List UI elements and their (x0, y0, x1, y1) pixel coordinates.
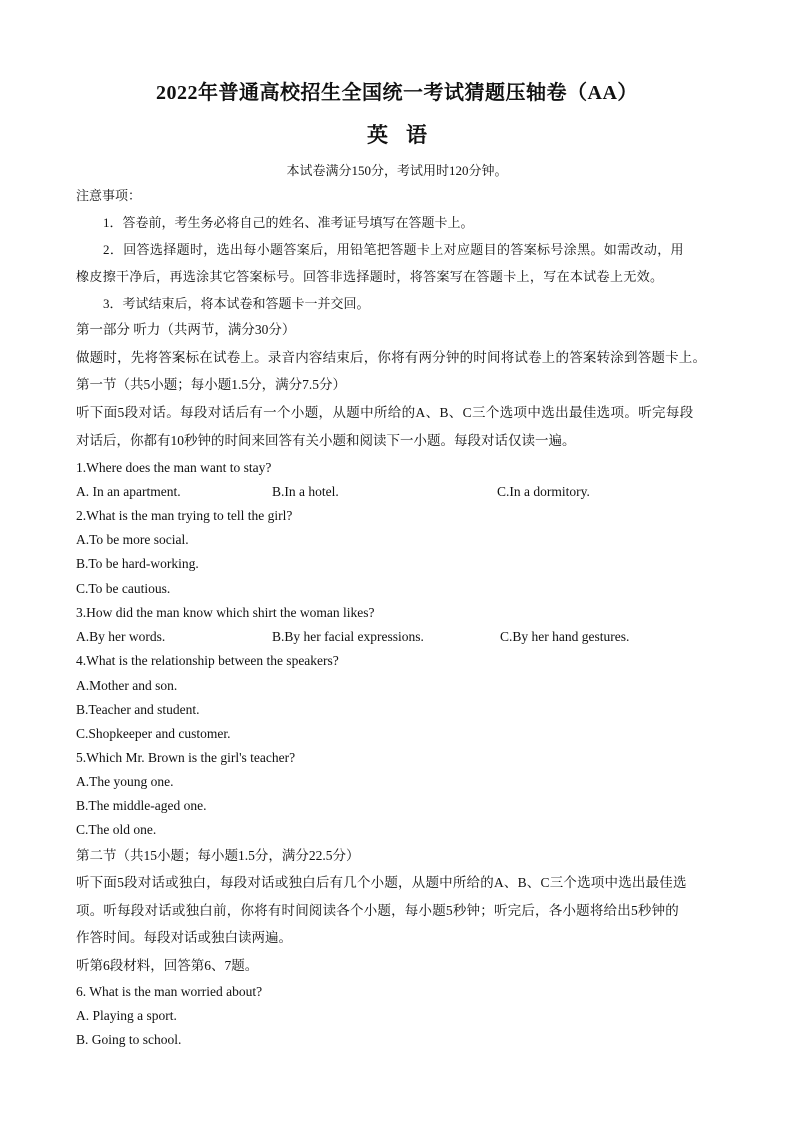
question-5-stem: 5.Which Mr. Brown is the girl's teacher? (76, 750, 296, 765)
question-2-stem: 2.What is the man trying to tell the girl? (76, 508, 293, 523)
material-6-heading: 听第6段材料，回答第6、7题。 (76, 958, 259, 973)
question-6-option-b: B. Going to school. (76, 1032, 182, 1047)
notice-item-3: 3．考试结束后，将本试卷和答题卡一并交回。 (103, 296, 370, 311)
part1-heading: 第一部分 听力（共两节，满分30分） (76, 322, 296, 337)
exam-info: 本试卷满分150分，考试用时120分钟。 (286, 163, 508, 178)
section2-instruction-line-2: 项。听每段对话或独白前，你将有时间阅读各个小题，每小题5秒钟；听完后，各小题将给出5秒钟的 (76, 903, 679, 918)
section1-instruction-line-2: 对话后，你都有10秒钟的时间来回答有关小题和阅读下一小题。每段对话仅读一遍。 (76, 433, 576, 448)
notice-item-2-line-2: 橡皮擦干净后，再选涂其它答案标号。回答非选择题时，将答案写在答题卡上，写在本试卷上无效。 (76, 269, 664, 284)
question-4-option-c: C.Shopkeeper and customer. (76, 726, 231, 741)
question-1-option-a: A. In an apartment. (76, 484, 181, 499)
exam-title: 2022年普通高校招生全国统一考试猜题压轴卷（AA） (156, 82, 638, 104)
section2-instruction-line-1: 听下面5段对话或独白，每段对话或独白后有几个小题，从题中所给的A、B、C三个选项中选出最佳选 (76, 875, 687, 890)
question-4-stem: 4.What is the relationship between the speakers? (76, 653, 339, 668)
question-6-stem: 6. What is the man worried about? (76, 984, 263, 999)
question-4-option-a: A.Mother and son. (76, 678, 178, 693)
section1-instruction-line-1: 听下面5段对话。每段对话后有一个小题，从题中所给的A、B、C三个选项中选出最佳选项。听完每段 (76, 405, 694, 420)
section2-heading: 第二节（共15小题；每小题1.5分，满分22.5分） (76, 848, 360, 863)
question-5-option-b: B.The middle-aged one. (76, 798, 207, 813)
section1-heading: 第一节（共5小题；每小题1.5分，满分7.5分） (76, 377, 346, 392)
question-1-option-c: C.In a dormitory. (497, 484, 590, 499)
question-2-option-c: C.To be cautious. (76, 581, 171, 596)
question-5-option-a: A.The young one. (76, 774, 174, 789)
question-3-stem: 3.How did the man know which shirt the woman likes? (76, 605, 375, 620)
question-3-option-a: A.By her words. (76, 629, 166, 644)
part1-instruction: 做题时，先将答案标在试卷上。录音内容结束后，你将有两分钟的时间将试卷上的答案转涂到答题卡上。 (76, 350, 707, 365)
question-2-option-a: A.To be more social. (76, 532, 189, 547)
notice-item-2-line-1: 2．回答选择题时，选出每小题答案后，用铅笔把答题卡上对应题目的答案标号涂黑。如需改动，用 (103, 242, 684, 257)
question-3-option-b: B.By her facial expressions. (272, 629, 424, 644)
question-3-option-c: C.By her hand gestures. (500, 629, 630, 644)
notice-item-1: 1．答卷前，考生务必将自己的姓名、准考证号填写在答题卡上。 (103, 215, 474, 230)
section2-instruction-line-3: 作答时间。每段对话或独白读两遍。 (76, 930, 292, 945)
subject-title: 英语 (367, 123, 445, 147)
question-2-option-b: B.To be hard-working. (76, 556, 199, 571)
notice-heading: 注意事项： (76, 188, 142, 203)
question-6-option-a: A. Playing a sport. (76, 1008, 177, 1023)
question-5-option-c: C.The old one. (76, 822, 157, 837)
question-4-option-b: B.Teacher and student. (76, 702, 200, 717)
question-1-option-b: B.In a hotel. (272, 484, 339, 499)
question-1-stem: 1.Where does the man want to stay? (76, 460, 272, 475)
